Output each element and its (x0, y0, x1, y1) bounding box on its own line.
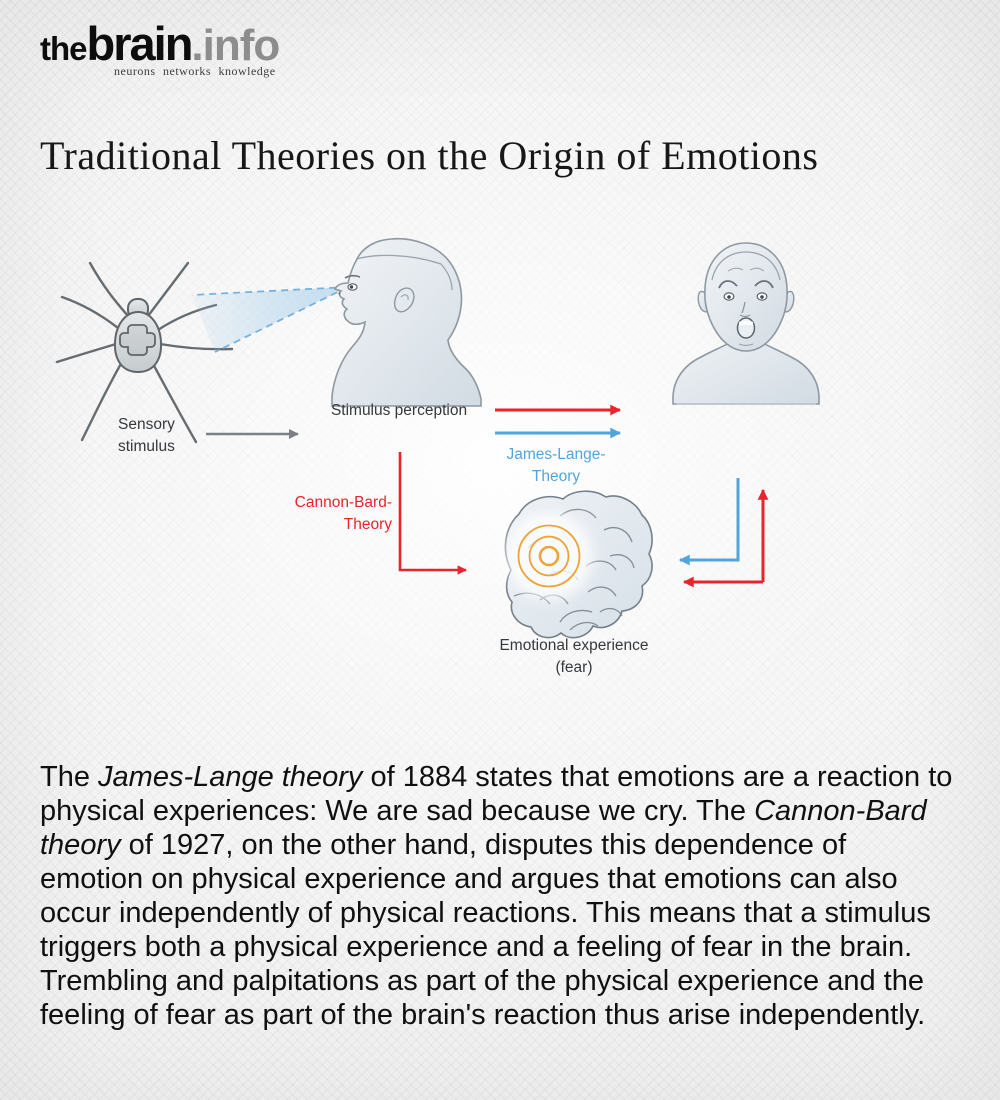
brand-tagline: neurons networks knowledge (114, 64, 276, 78)
paragraph-segment: of 1884 states that emotions are a reaction to physical experiences: We are sad because we cry. The (40, 761, 953, 827)
paragraph-segment: of 1927, on the other hand, disputes this dependence of emotion on physical experience and argues that emotions can also occur independently of physical reactions. This means that a stimulus triggers both a physical experience and a feeling of fear in the brain. Trembling and palpitations as part of the physical experience and the feeling of fear as part of the brain's reaction thus arise independently. (40, 829, 931, 1031)
sensory-stimulus-label-line1: Sensory (118, 416, 175, 433)
brand-info: .info (191, 21, 280, 70)
sensory-stimulus-label-line2: stimulus (118, 438, 175, 455)
brand-brain: brain (86, 17, 192, 70)
cannon-bard-to-brain-arrow (400, 452, 466, 570)
vision-cone-icon (192, 287, 348, 352)
body-to-brain-blue-arrow (680, 478, 738, 560)
cannon-bard-label-line2: Theory (343, 516, 392, 533)
cannon-bard-label-line1: Cannon-Bard- (294, 494, 392, 511)
brand-the: the (40, 30, 87, 67)
brain-icon (505, 491, 652, 637)
james-lange-label-line1: James-Lange- (506, 446, 606, 463)
scared-person-icon (673, 243, 819, 404)
emotional-experience-label-line1: Emotional experience (499, 637, 649, 654)
cannon-bard-theory-term: Cannon-Bard theory (40, 795, 927, 861)
explanatory-paragraph (40, 760, 956, 1032)
emotional-experience-label-line2: (fear) (555, 659, 593, 676)
profile-person-icon (332, 239, 481, 406)
james-lange-theory-term: James-Lange theory (98, 761, 363, 793)
james-lange-label-line2: Theory (531, 468, 581, 485)
page-title: Traditional Theories on the Origin of Emotions (40, 132, 819, 178)
paragraph-segment: The (40, 761, 99, 793)
stimulus-perception-label: Stimulus perception (330, 402, 468, 419)
